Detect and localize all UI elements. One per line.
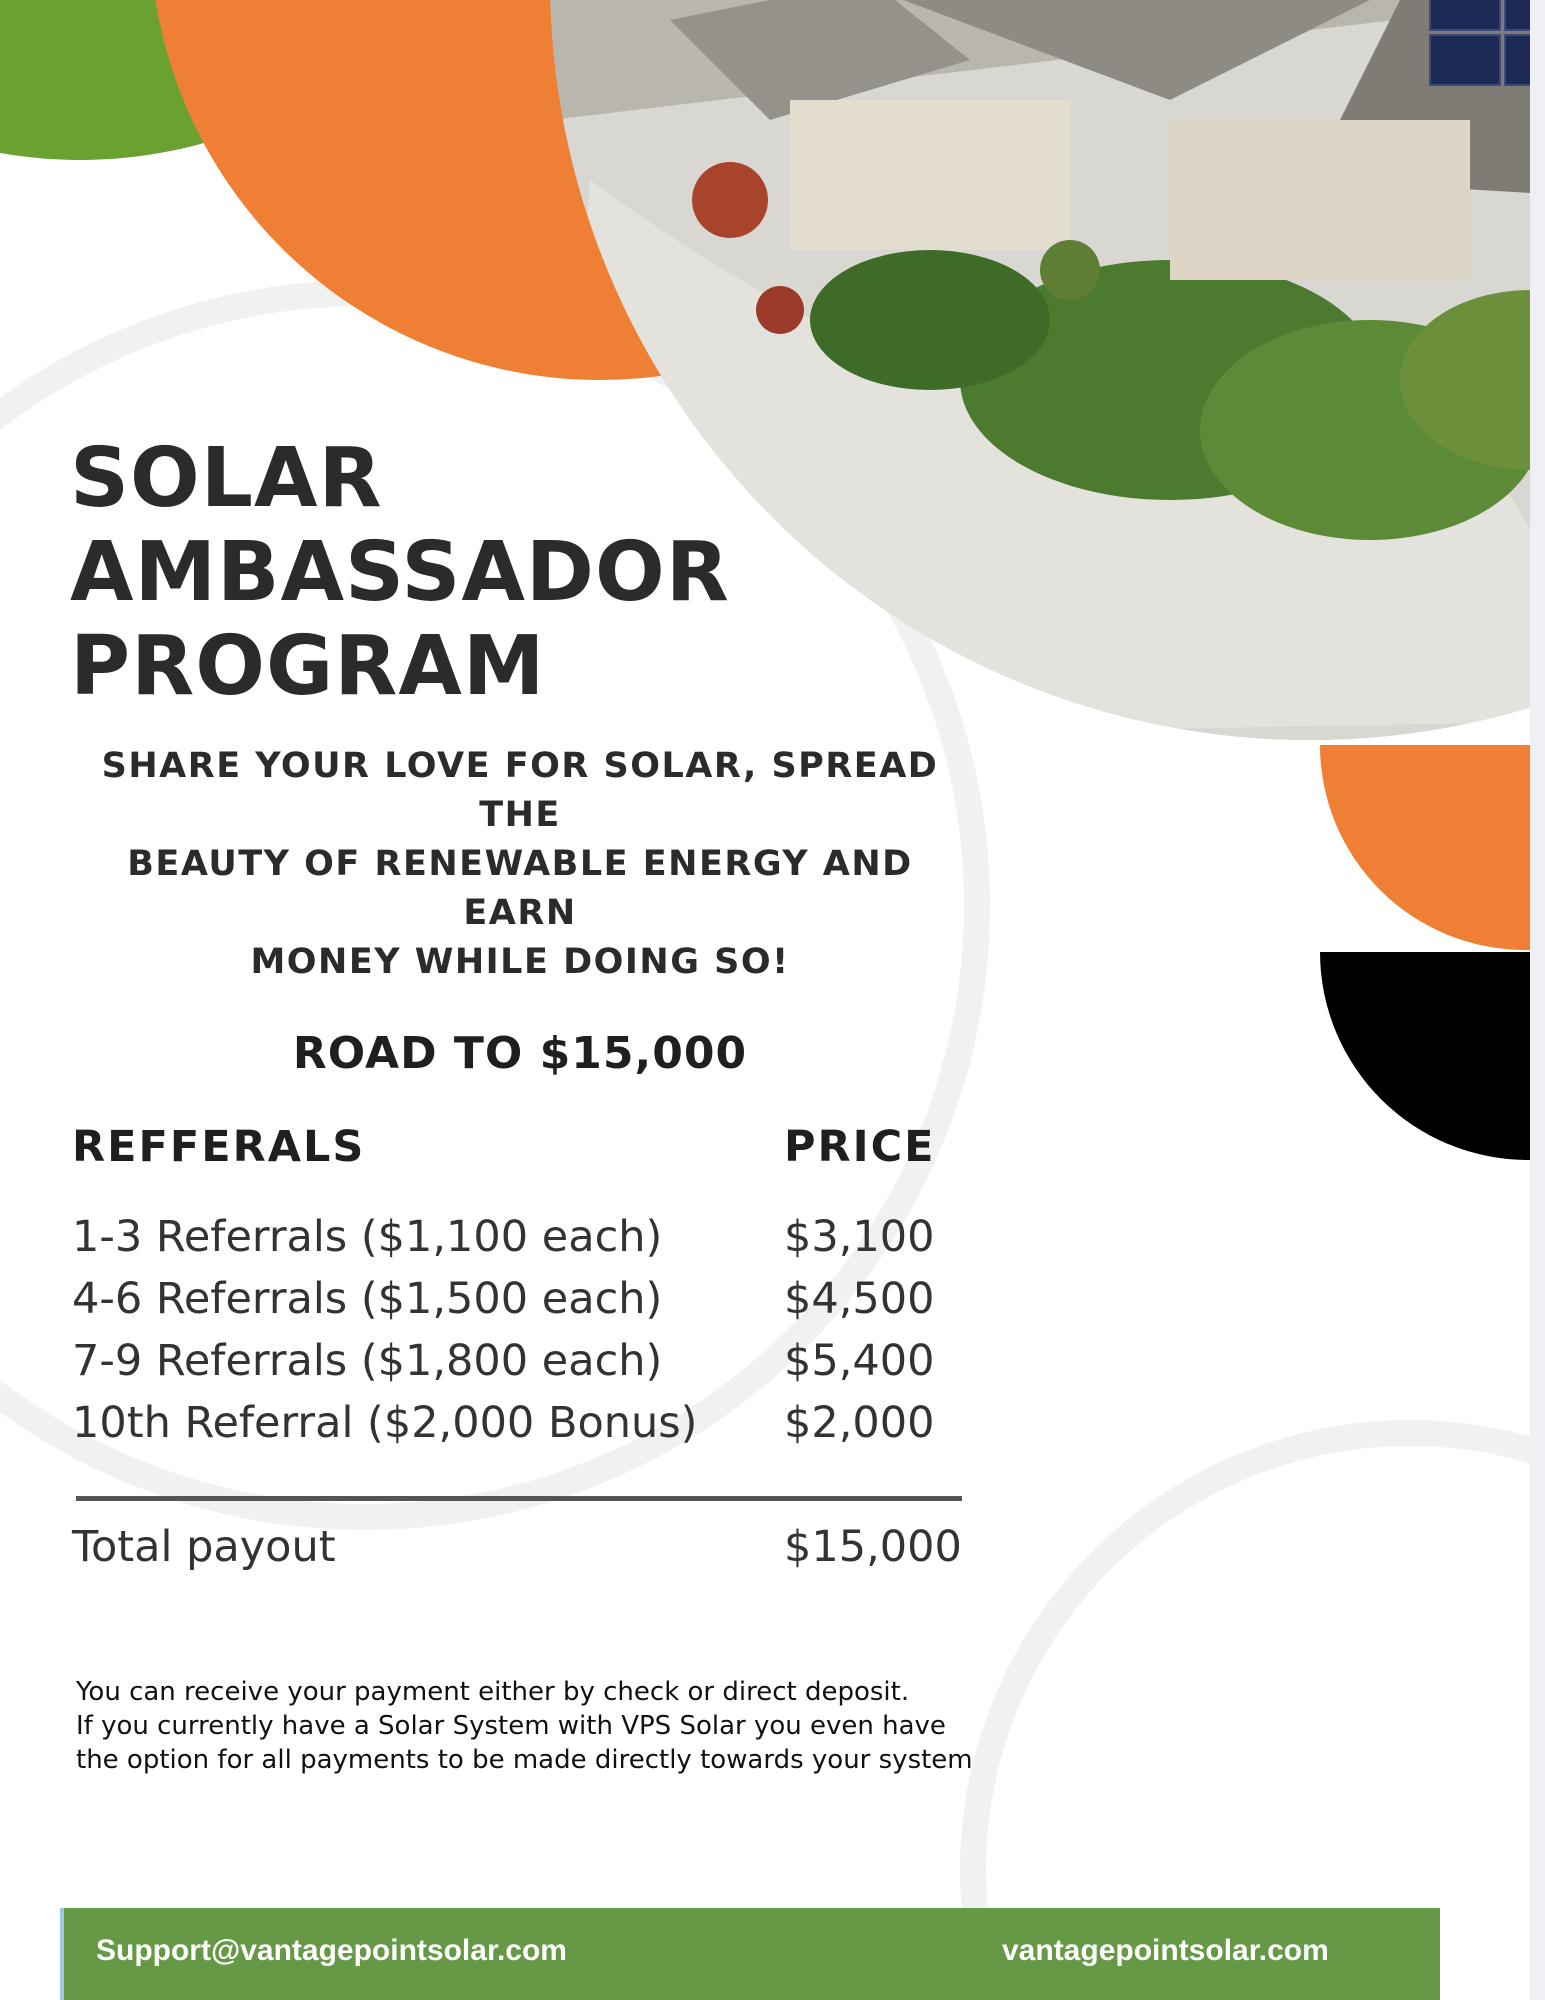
payout-row bbox=[72, 1330, 972, 1392]
total-divider bbox=[76, 1496, 962, 1501]
title-line: PROGRAM bbox=[70, 619, 546, 714]
total-payout-row bbox=[72, 1516, 972, 1578]
referrals-column-header: REFFERALS bbox=[72, 1122, 366, 1172]
referral-tier: 4-6 Referrals ($1,500 each) bbox=[72, 1274, 663, 1324]
tier-price: $2,000 bbox=[784, 1398, 935, 1448]
website-link[interactable]: vantagepointsolar.com bbox=[1002, 1934, 1329, 1967]
tier-price: $4,500 bbox=[784, 1274, 935, 1324]
payment-note-line: the option for all payments to be made directly towards your system bbox=[76, 1745, 973, 1775]
price-column-header: PRICE bbox=[784, 1122, 936, 1172]
program-tagline bbox=[70, 742, 970, 987]
payout-table bbox=[72, 1206, 972, 1454]
tagline-line: BEAUTY OF RENEWABLE ENERGY AND EARN bbox=[127, 844, 913, 933]
title-line: AMBASSADOR bbox=[70, 525, 730, 620]
payment-note bbox=[76, 1675, 1016, 1777]
tagline-line: SHARE YOUR LOVE FOR SOLAR, SPREAD THE bbox=[101, 746, 939, 835]
total-payout-label: Total payout bbox=[72, 1522, 336, 1572]
payout-row bbox=[72, 1268, 972, 1330]
payout-table-title: ROAD TO $15,000 bbox=[292, 1028, 748, 1079]
referral-tier: 10th Referral ($2,000 Bonus) bbox=[72, 1398, 698, 1448]
support-email-link[interactable]: Support@vantagepointsolar.com bbox=[96, 1934, 567, 1967]
payout-row bbox=[72, 1392, 972, 1454]
black-half-circle bbox=[1320, 952, 1545, 1160]
tier-price: $3,100 bbox=[784, 1212, 935, 1262]
total-payout-value: $15,000 bbox=[784, 1522, 962, 1572]
footer-bar bbox=[60, 1908, 1440, 2000]
payout-row bbox=[72, 1206, 972, 1268]
tagline-line: MONEY WHILE DOING SO! bbox=[250, 942, 790, 982]
program-title bbox=[70, 432, 970, 714]
referral-tier: 7-9 Referrals ($1,800 each) bbox=[72, 1336, 663, 1386]
title-line: SOLAR bbox=[70, 431, 383, 526]
tier-price: $5,400 bbox=[784, 1336, 935, 1386]
orange-half-circle bbox=[1320, 745, 1545, 950]
payment-note-line: If you currently have a Solar System with VPS Solar you even have bbox=[76, 1711, 946, 1741]
page-edge bbox=[1530, 0, 1545, 2000]
payment-note-line: You can receive your payment either by check or direct deposit. bbox=[76, 1677, 910, 1707]
referral-tier: 1-3 Referrals ($1,100 each) bbox=[72, 1212, 663, 1262]
